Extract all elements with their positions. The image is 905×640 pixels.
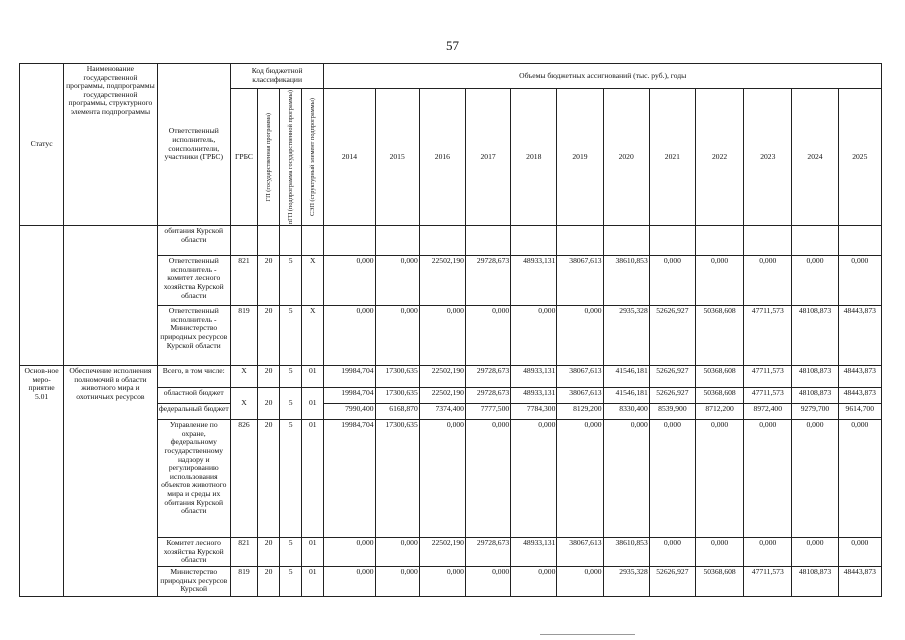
value-cell: 0,000 xyxy=(375,566,419,596)
value-cell: 17300,635 xyxy=(375,420,419,538)
value-cell xyxy=(465,226,510,256)
header-year: 2014 xyxy=(324,89,375,226)
value-cell: 17300,635 xyxy=(375,366,419,388)
value-cell: 22502,190 xyxy=(419,538,465,567)
code-sep xyxy=(302,226,324,256)
value-cell: 19984,704 xyxy=(324,388,375,404)
value-cell: 38610,853 xyxy=(603,538,649,567)
value-cell: 0,000 xyxy=(744,538,792,567)
value-cell: 48108,873 xyxy=(792,306,838,366)
value-cell: 8712,200 xyxy=(695,404,743,420)
value-cell: 47711,573 xyxy=(744,388,792,404)
code-gp: 20 xyxy=(258,306,280,366)
value-cell: 48933,131 xyxy=(511,388,557,404)
value-cell: 2935,328 xyxy=(603,306,649,366)
code-sep: 01 xyxy=(302,366,324,388)
value-cell: 0,000 xyxy=(838,256,881,306)
value-cell: 0,000 xyxy=(375,538,419,567)
value-cell: 48933,131 xyxy=(511,256,557,306)
value-cell: 47711,573 xyxy=(744,366,792,388)
value-cell: 0,000 xyxy=(375,256,419,306)
value-cell: 17300,635 xyxy=(375,388,419,404)
value-cell: 0,000 xyxy=(419,306,465,366)
value-cell: 38067,613 xyxy=(557,366,603,388)
value-cell: 47711,573 xyxy=(744,306,792,366)
value-cell: 48443,873 xyxy=(838,388,881,404)
header-year: 2025 xyxy=(838,89,881,226)
code-grbs: 821 xyxy=(230,256,257,306)
status-cell xyxy=(20,226,64,366)
value-cell: 2935,328 xyxy=(603,566,649,596)
header-sep-text: СЭП (структурный элемент подпрограммы) xyxy=(309,98,317,217)
code-pgp: 5 xyxy=(280,306,302,366)
value-cell: 52626,927 xyxy=(649,366,695,388)
code-gp: 20 xyxy=(258,538,280,567)
value-cell: 41546,181 xyxy=(603,388,649,404)
code-gp: 20 xyxy=(258,256,280,306)
value-cell: 48108,873 xyxy=(792,388,838,404)
code-gp: 20 xyxy=(258,388,280,420)
name-cell xyxy=(64,226,157,366)
value-cell xyxy=(557,226,603,256)
value-cell: 0,000 xyxy=(511,306,557,366)
header-pgp xyxy=(280,89,302,226)
value-cell: 7374,400 xyxy=(419,404,465,420)
value-cell: 0,000 xyxy=(419,420,465,538)
value-cell xyxy=(375,226,419,256)
code-pgp: 5 xyxy=(280,366,302,388)
code-pgp xyxy=(280,226,302,256)
value-cell: 47711,573 xyxy=(744,566,792,596)
code-sep: Х xyxy=(302,306,324,366)
code-grbs: Х xyxy=(230,366,257,388)
value-cell: 52626,927 xyxy=(649,306,695,366)
executor-cell: Комитет лесного хозяйства Курской области xyxy=(157,538,230,567)
header-name: Наименование государственной программы, подпрограммы государственной программы, структурного элемента подпрограммы xyxy=(64,64,157,226)
header-budget-code: Код бюджетной классификации xyxy=(230,64,323,89)
value-cell: 0,000 xyxy=(511,566,557,596)
code-gp: 20 xyxy=(258,566,280,596)
value-cell xyxy=(838,226,881,256)
value-cell xyxy=(792,226,838,256)
code-sep: 01 xyxy=(302,538,324,567)
value-cell xyxy=(603,226,649,256)
header-year: 2024 xyxy=(792,89,838,226)
value-cell: 0,000 xyxy=(465,306,510,366)
value-cell: 6168,870 xyxy=(375,404,419,420)
value-cell: 48443,873 xyxy=(838,306,881,366)
code-sep: 01 xyxy=(302,388,324,420)
value-cell: 0,000 xyxy=(695,420,743,538)
value-cell: 50368,608 xyxy=(695,566,743,596)
header-gp-text: ГП (государственная программа) xyxy=(265,112,273,202)
executor-cell: Ответственный исполнитель - Министерство природных ресурсов Курской области xyxy=(157,306,230,366)
code-pgp: 5 xyxy=(280,566,302,596)
value-cell: 0,000 xyxy=(649,538,695,567)
code-grbs: 826 xyxy=(230,420,257,538)
value-cell: 0,000 xyxy=(375,306,419,366)
value-cell: 48933,131 xyxy=(511,366,557,388)
value-cell: 50368,608 xyxy=(695,306,743,366)
value-cell: 22502,190 xyxy=(419,366,465,388)
code-gp xyxy=(258,226,280,256)
executor-cell: федеральный бюджет xyxy=(157,404,230,420)
value-cell xyxy=(649,226,695,256)
header-volumes: Объемы бюджетных ассигнований (тыс. руб.), годы xyxy=(324,64,882,89)
value-cell: 0,000 xyxy=(324,538,375,567)
code-grbs xyxy=(230,226,257,256)
page-number: 57 xyxy=(446,38,459,53)
header-status: Статус xyxy=(20,64,64,226)
value-cell: 0,000 xyxy=(419,566,465,596)
executor-cell: Ответственный исполнитель - комитет лесного хозяйства Курской области xyxy=(157,256,230,306)
value-cell: 0,000 xyxy=(838,420,881,538)
value-cell: 9279,700 xyxy=(792,404,838,420)
name-cell: Обеспечение исполнения полномочий в области животного мира и охотничьих ресурсов xyxy=(64,366,157,597)
value-cell: 29728,673 xyxy=(465,256,510,306)
value-cell xyxy=(324,226,375,256)
code-pgp: 5 xyxy=(280,420,302,538)
header-year: 2023 xyxy=(744,89,792,226)
value-cell: 0,000 xyxy=(465,566,510,596)
value-cell: 50368,608 xyxy=(695,366,743,388)
value-cell xyxy=(511,226,557,256)
executor-cell: обитания Курской области xyxy=(157,226,230,256)
value-cell: 0,000 xyxy=(792,420,838,538)
header-year: 2016 xyxy=(419,89,465,226)
header-sep xyxy=(302,89,324,226)
value-cell: 0,000 xyxy=(649,420,695,538)
value-cell: 0,000 xyxy=(557,420,603,538)
value-cell: 0,000 xyxy=(792,538,838,567)
value-cell: 8539,900 xyxy=(649,404,695,420)
code-sep: Х xyxy=(302,256,324,306)
value-cell: 7990,400 xyxy=(324,404,375,420)
value-cell: 48108,873 xyxy=(792,566,838,596)
status-cell: Основ-ное меро-приятие 5.01 xyxy=(20,366,64,597)
value-cell: 48443,873 xyxy=(838,566,881,596)
value-cell: 7777,500 xyxy=(465,404,510,420)
value-cell: 48933,131 xyxy=(511,538,557,567)
value-cell: 29728,673 xyxy=(465,366,510,388)
code-gp: 20 xyxy=(258,366,280,388)
value-cell: 0,000 xyxy=(511,420,557,538)
executor-cell: Всего, в том числе: xyxy=(157,366,230,388)
header-executor: Ответственный исполнитель, соисполнители, участники (ГРБС) xyxy=(157,64,230,226)
value-cell: 22502,190 xyxy=(419,388,465,404)
code-grbs: 819 xyxy=(230,566,257,596)
header-year: 2021 xyxy=(649,89,695,226)
value-cell: 48108,873 xyxy=(792,366,838,388)
value-cell: 38610,853 xyxy=(603,256,649,306)
executor-cell: Управление по охране, федеральному государственному надзору и регулированию использования объектов животного мира и среды их обитания Курской области xyxy=(157,420,230,538)
table-row xyxy=(20,226,882,256)
code-grbs: 819 xyxy=(230,306,257,366)
value-cell: 52626,927 xyxy=(649,566,695,596)
code-sep: 01 xyxy=(302,420,324,538)
value-cell: 0,000 xyxy=(465,420,510,538)
header-grbs: ГРБС xyxy=(230,89,257,226)
value-cell: 0,000 xyxy=(695,538,743,567)
header-year: 2015 xyxy=(375,89,419,226)
value-cell: 0,000 xyxy=(603,420,649,538)
header-year: 2022 xyxy=(695,89,743,226)
value-cell: 38067,613 xyxy=(557,388,603,404)
value-cell: 9614,700 xyxy=(838,404,881,420)
value-cell: 0,000 xyxy=(649,256,695,306)
value-cell: 8972,400 xyxy=(744,404,792,420)
executor-cell: областной бюджет xyxy=(157,388,230,404)
value-cell: 19984,704 xyxy=(324,420,375,538)
value-cell: 8330,400 xyxy=(603,404,649,420)
value-cell: 0,000 xyxy=(744,256,792,306)
value-cell: 8129,200 xyxy=(557,404,603,420)
value-cell: 52626,927 xyxy=(649,388,695,404)
code-sep: 01 xyxy=(302,566,324,596)
value-cell: 48443,873 xyxy=(838,366,881,388)
value-cell: 29728,673 xyxy=(465,388,510,404)
value-cell: 38067,613 xyxy=(557,538,603,567)
header-gp xyxy=(258,89,280,226)
header-year: 2019 xyxy=(557,89,603,226)
value-cell: 50368,608 xyxy=(695,388,743,404)
value-cell: 0,000 xyxy=(324,306,375,366)
value-cell: 7784,300 xyxy=(511,404,557,420)
value-cell xyxy=(695,226,743,256)
value-cell: 0,000 xyxy=(324,566,375,596)
value-cell: 29728,673 xyxy=(465,538,510,567)
code-pgp: 5 xyxy=(280,538,302,567)
value-cell: 0,000 xyxy=(557,566,603,596)
executor-cell: Министерство природных ресурсов Курской xyxy=(157,566,230,596)
value-cell: 41546,181 xyxy=(603,366,649,388)
value-cell: 0,000 xyxy=(792,256,838,306)
budget-table xyxy=(19,63,882,597)
code-grbs: 821 xyxy=(230,538,257,567)
code-gp: 20 xyxy=(258,420,280,538)
code-grbs: Х xyxy=(230,388,257,420)
footer-rule xyxy=(540,634,635,635)
value-cell xyxy=(419,226,465,256)
value-cell: 0,000 xyxy=(324,256,375,306)
value-cell: 0,000 xyxy=(557,306,603,366)
value-cell: 19984,704 xyxy=(324,366,375,388)
value-cell: 0,000 xyxy=(744,420,792,538)
code-pgp: 5 xyxy=(280,388,302,420)
value-cell: 22502,190 xyxy=(419,256,465,306)
value-cell xyxy=(744,226,792,256)
header-pgp-text: пГП (подпрограмма государственной программы) xyxy=(287,90,295,225)
header-year: 2020 xyxy=(603,89,649,226)
header-year: 2018 xyxy=(511,89,557,226)
code-pgp: 5 xyxy=(280,256,302,306)
header-year: 2017 xyxy=(465,89,510,226)
table-row xyxy=(20,366,882,388)
value-cell: 0,000 xyxy=(838,538,881,567)
value-cell: 0,000 xyxy=(695,256,743,306)
value-cell: 38067,613 xyxy=(557,256,603,306)
